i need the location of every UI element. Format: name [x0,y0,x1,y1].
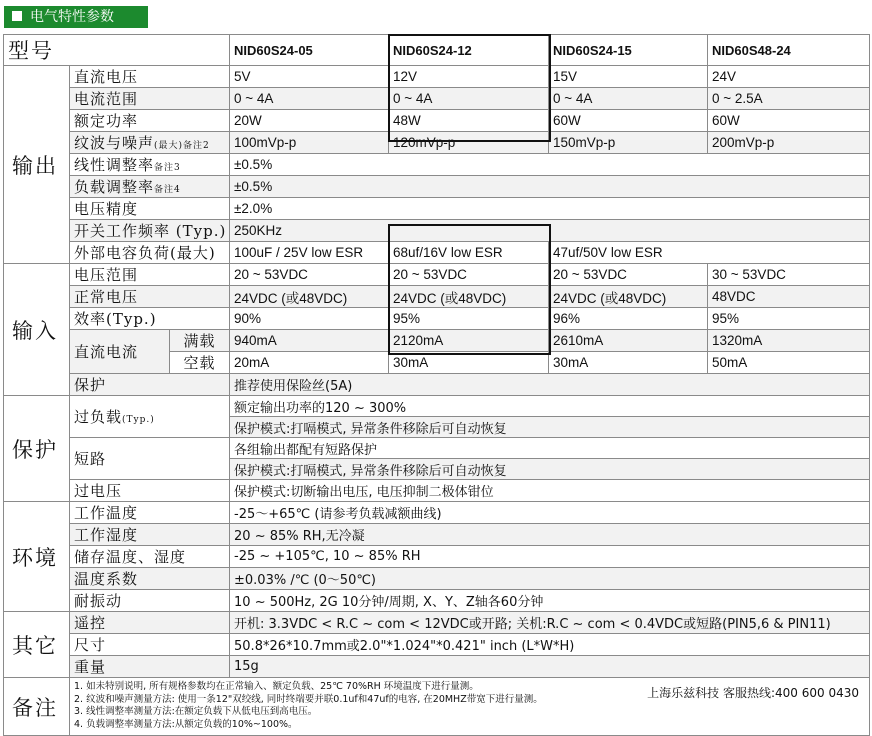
row-full-load [4,330,870,352]
cell: 0 ~ 2.5A [708,88,870,110]
section-notes: 备注 [4,678,70,736]
cell: 2120mA [389,330,549,352]
cell: 95% [708,308,870,330]
header-row [4,35,870,66]
row-line-reg [4,154,870,176]
row-ripple [4,132,870,154]
row-size [4,634,870,656]
cell: 68uf/16V low ESR [389,242,549,264]
section-input: 输入 [4,264,70,396]
cell: 100mVp-p [230,132,389,154]
label-line-reg-note: 备注3 [154,163,181,173]
label-line-reg [70,154,230,176]
label-short: 短路 [70,438,230,480]
cell: 15V [549,66,708,88]
cell: 90% [230,308,389,330]
label-vibration: 耐振动 [70,590,230,612]
label-load-reg-text: 负载调整率 [74,178,155,196]
note-line-3: 3. 线性调整率测量方法:在额定负载下从低电压到高电压。 [74,706,318,717]
cell: 开机: 3.3VDC < R.C ~ com < 12VDC或开路; 关机:R.C ~ com < 0.4VDC或短路(PIN5,6 & PIN11) [230,612,870,634]
model-1: NID60S24-05 [230,35,389,66]
label-size: 尺寸 [70,634,230,656]
section-output: 输出 [4,66,70,264]
cell: 60W [549,110,708,132]
label-switch-freq: 开关工作频率 (Typ.) [70,220,230,242]
label-dc-current: 直流电流 [70,330,170,374]
cell: 95% [389,308,549,330]
cell: 50mA [708,352,870,374]
label-no-load: 空载 [170,352,230,374]
row-remote [4,612,870,634]
cell: 20 ~ 85% RH,无冷凝 [230,524,870,546]
notes-cell [70,678,870,736]
row-work-humidity [4,524,870,546]
label-rated-power: 额定功率 [70,110,230,132]
row-current-range [4,88,870,110]
cell: 120mVp-p [389,132,549,154]
cell: 47uf/50V low ESR [549,242,870,264]
model-header-label: 型号 [4,35,230,66]
label-normal-voltage: 正常电压 [70,286,230,308]
cell: 150mVp-p [549,132,708,154]
label-ripple [70,132,230,154]
label-work-humidity: 工作湿度 [70,524,230,546]
spec-table [3,34,870,736]
note-line-4: 4. 负载调整率测量方法:从额定负载的10%~100%。 [74,718,298,730]
cell: 96% [549,308,708,330]
row-work-temp [4,502,870,524]
model-4: NID60S48-24 [708,35,870,66]
row-overload-1 [4,396,870,417]
label-temp-coef: 温度系数 [70,568,230,590]
cell: 940mA [230,330,389,352]
label-weight: 重量 [70,656,230,678]
label-load-reg [70,176,230,198]
contact-hotline: 上海乐兹科技 客服热线:400 600 0430 [647,686,860,700]
cell: 5V [230,66,389,88]
cell: 48VDC [708,286,870,308]
label-ripple-text: 纹波与噪声 [74,134,155,152]
cell: 30mA [389,352,549,374]
label-current-range: 电流范围 [70,88,230,110]
row-dc-voltage [4,66,870,88]
label-overload-note: (Typ.) [122,415,155,425]
cell: 20 ~ 53VDC [389,264,549,286]
cell: ±0.03% /℃ (0～50℃) [230,568,870,590]
note-line-1: 1. 如未特别说明, 所有规格参数均在正常输入、额定负载、25℃ 70%RH 环境温度下进行量测。 [74,681,479,692]
label-voltage-range: 电压范围 [70,264,230,286]
cell: 24V [708,66,870,88]
cell: ±0.5% [230,154,870,176]
label-dc-voltage: 直流电压 [70,66,230,88]
cell: 20mA [230,352,389,374]
cell: 保护模式:切断输出电压, 电压抑制二极体钳位 [230,480,870,502]
section-other: 其它 [4,612,70,678]
section-banner [4,6,148,28]
cell: 保护模式:打嗝模式, 异常条件移除后可自动恢复 [230,459,870,480]
cell: 30mA [549,352,708,374]
label-input-protection: 保护 [70,374,230,396]
cell: 额定输出功率的120 ~ 300% [230,396,870,417]
section-env: 环境 [4,502,70,612]
cell: 60W [708,110,870,132]
cell: 20 ~ 53VDC [230,264,389,286]
cell: 0 ~ 4A [389,88,549,110]
row-input-protection [4,374,870,396]
cell: 2610mA [549,330,708,352]
row-rated-power [4,110,870,132]
banner-title: 电气特性参数 [30,9,114,25]
cell: 24VDC (或48VDC) [389,286,549,308]
cell: -25 ~ +105℃, 10 ~ 85% RH [230,546,870,568]
label-ripple-note: (最大)备注2 [154,141,210,151]
cell: 0 ~ 4A [549,88,708,110]
cell: 0 ~ 4A [230,88,389,110]
row-overvoltage [4,480,870,502]
note-line-2: 2. 纹波和噪声测量方法: 使用一条12"双绞线, 同时终端要并联0.1uf和47uf的电容, 在20MHZ带宽下进行量测。 [74,693,543,705]
row-efficiency [4,308,870,330]
model-3: NID60S24-15 [549,35,708,66]
cell: 100uF / 25V low ESR [230,242,389,264]
model-2: NID60S24-12 [389,35,549,66]
cell: 1320mA [708,330,870,352]
label-line-reg-text: 线性调整率 [74,156,155,174]
cell: -25～+65℃ (请参考负载减额曲线) [230,502,870,524]
row-notes [4,678,870,736]
row-ext-cap [4,242,870,264]
label-overload-text: 过负载 [74,408,123,426]
row-short-1 [4,438,870,459]
label-full-load: 满载 [170,330,230,352]
cell: 24VDC (或48VDC) [549,286,708,308]
cell: 10 ~ 500Hz, 2G 10分钟/周期, X、Y、Z轴各60分钟 [230,590,870,612]
section-protect: 保护 [4,396,70,502]
cell: 30 ~ 53VDC [708,264,870,286]
cell: 20 ~ 53VDC [549,264,708,286]
cell: ±0.5% [230,176,870,198]
row-switch-freq [4,220,870,242]
cell: 20W [230,110,389,132]
row-weight [4,656,870,678]
label-remote: 遥控 [70,612,230,634]
cell: 推荐使用保险丝(5A) [230,374,870,396]
cell: 200mVp-p [708,132,870,154]
label-overvoltage: 过电压 [70,480,230,502]
cell: 24VDC (或48VDC) [230,286,389,308]
label-work-temp: 工作温度 [70,502,230,524]
row-storage [4,546,870,568]
row-vibration [4,590,870,612]
cell: 保护模式:打嗝模式, 异常条件移除后可自动恢复 [230,417,870,438]
label-efficiency: 效率(Typ.) [70,308,230,330]
cell: ±2.0% [230,198,870,220]
label-voltage-acc: 电压精度 [70,198,230,220]
cell: 12V [389,66,549,88]
cell: 50.8*26*10.7mm或2.0"*1.024"*0.421" inch (L*W*H) [230,634,870,656]
label-ext-cap: 外部电容负荷(最大) [70,242,230,264]
cell: 各组输出都配有短路保护 [230,438,870,459]
label-overload [70,396,230,438]
label-load-reg-note: 备注4 [154,185,181,195]
row-load-reg [4,176,870,198]
label-storage: 储存温度、湿度 [70,546,230,568]
row-temp-coef [4,568,870,590]
square-icon [12,11,22,21]
row-voltage-acc [4,198,870,220]
cell: 48W [389,110,549,132]
row-normal-voltage [4,286,870,308]
row-voltage-range [4,264,870,286]
cell: 15g [230,656,870,678]
cell: 250KHz [230,220,870,242]
